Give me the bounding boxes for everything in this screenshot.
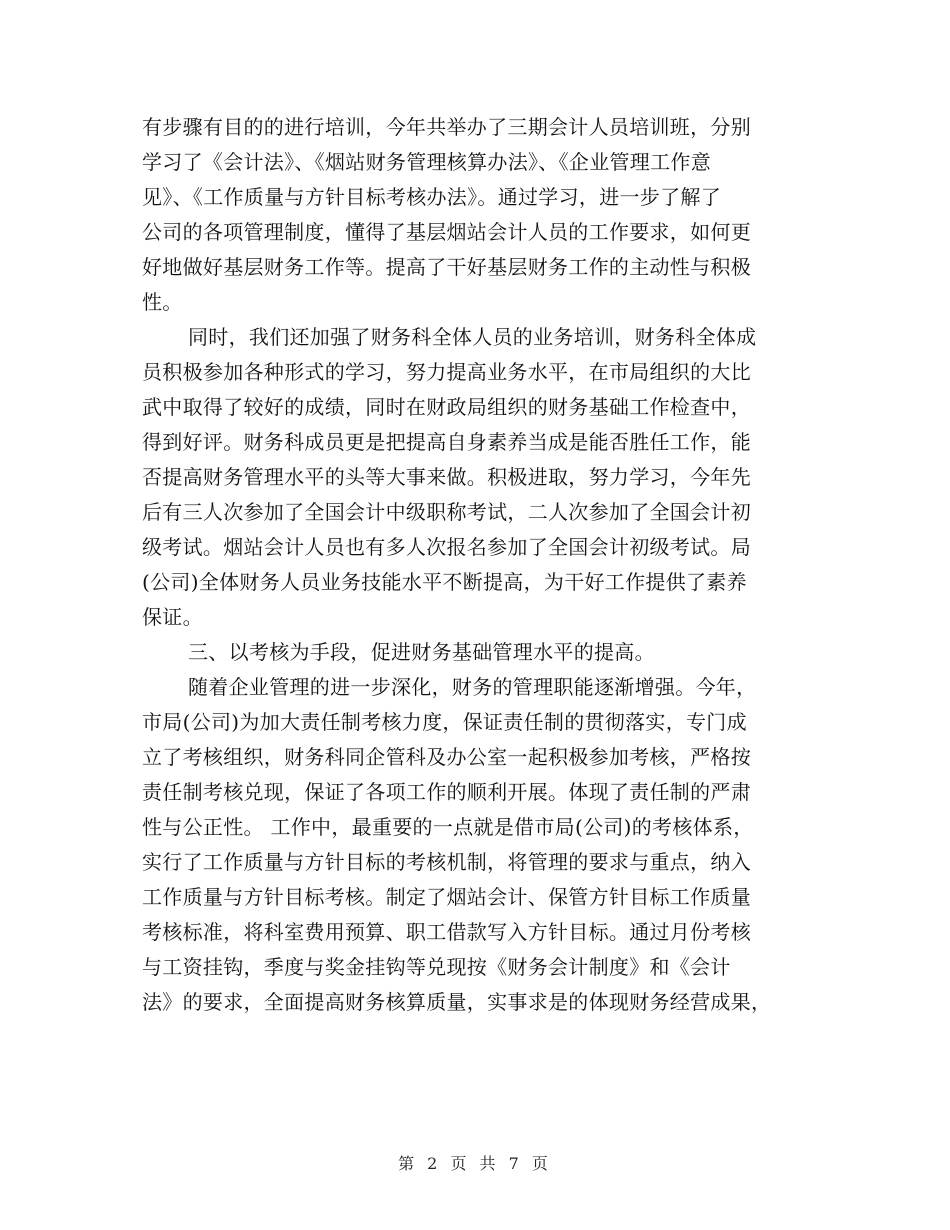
text-line: 得到好评。财务科成员更是把提高自身素养当成是能否胜任工作，能 (142, 430, 751, 454)
text-line: 考核标准，将科室费用预算、职工借款写入方针目标。通过月份考核 (142, 920, 751, 944)
text-line: 立了考核组织，财务科同企管科及办公室一起积极参加考核，严格按 (142, 745, 751, 769)
text-line: 法》的要求，全面提高财务核算质量，实事求是的体现财务经营成果， (142, 990, 772, 1014)
text-line: 有步骤有目的的进行培训，今年共举办了三期会计人员培训班，分别 (142, 115, 751, 139)
text-line: 好地做好基层财务工作等。提高了干好基层财务工作的主动性与积极 (142, 255, 751, 279)
text-line: 性。 (142, 290, 183, 314)
text-line: 否提高财务管理水平的头等大事来做。积极进取，努力学习，今年先 (142, 465, 751, 489)
text-line: (公司)全体财务人员业务技能水平不断提高，为干好工作提供了素养 (142, 570, 747, 594)
text-line: 市局(公司)为加大责任制考核力度，保证责任制的贯彻落实，专门成 (142, 710, 747, 734)
text-line: 同时，我们还加强了财务科全体人员的业务培训，财务科全体成 (188, 325, 757, 349)
text-line: 学习了《会计法》、《烟站财务管理核算办法》、《企业管理工作意 (142, 150, 711, 174)
text-line: 员积极参加各种形式的学习，努力提高业务水平，在市局组织的大比 (142, 360, 751, 384)
text-line: 公司的各项管理制度，懂得了基层烟站会计人员的工作要求，如何更 (142, 220, 751, 244)
document-body (142, 110, 810, 1020)
text-line: 见》、《工作质量与方针目标考核办法》。通过学习，进一步了解了 (142, 185, 721, 209)
text-line: 级考试。烟站会计人员也有多人次报名参加了全国会计初级考试。局 (142, 535, 751, 559)
text-line: 实行了工作质量与方针目标的考核机制，将管理的要求与重点，纳入 (142, 850, 751, 874)
text-line: 与工资挂钩，季度与奖金挂钩等兑现按《财务会计制度》和《会计 (142, 955, 731, 979)
text-line: 责任制考核兑现，保证了各项工作的顺利开展。体现了责任制的严肃 (142, 780, 751, 804)
text-line: 随着企业管理的进一步深化，财务的管理职能逐渐增强。今年， (188, 675, 757, 699)
text-line: 三、以考核为手段，促进财务基础管理水平的提高。 (188, 640, 655, 664)
text-line: 保证。 (142, 605, 203, 629)
text-line: 性与公正性。 工作中，最重要的一点就是借市局(公司)的考核体系， (142, 815, 754, 839)
text-line: 工作质量与方针目标考核。制定了烟站会计、保管方针目标工作质量 (142, 885, 751, 909)
page-number-footer: 第 2 页 共 7 页 (398, 1154, 552, 1173)
text-line: 后有三人次参加了全国会计中级职称考试，二人次参加了全国会计初 (142, 500, 751, 524)
text-line: 武中取得了较好的成绩，同时在财政局组织的财务基础工作检查中， (142, 395, 751, 419)
